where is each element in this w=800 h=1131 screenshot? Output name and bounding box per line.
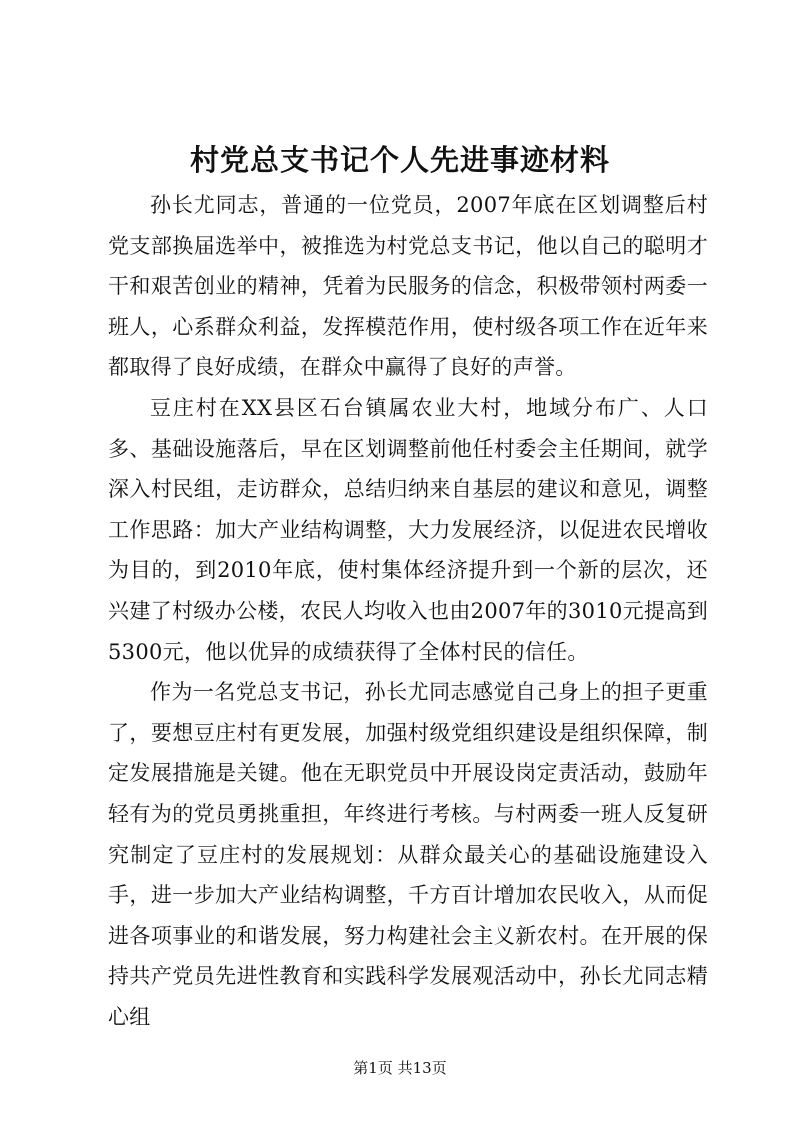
document-title: 村党总支书记个人先进事迹材料 [189, 143, 610, 177]
paragraph-2: 豆庄村在XX县区石台镇属农业大村，地域分布广、人口多、基础设施落后，早在区划调整前他任村委会主任期间，就学深入村民组，走访群众，总结归纳来自基层的建议和意见，调整工作思路：加大产业结构调整，大力发展经济，以促进农民增收为目的，到2010年底，使村集体经济提升到一个新的层次，还兴建了村级办公楼，农民人均收入也由2007年的3010元提高到5300元，他以优异的成绩获得了全体村民的信任。 [108, 395, 708, 664]
paragraph-1: 孙长尤同志，普通的一位党员，2007年底在区划调整后村党支部换届选举中，被推选为村党总支书记，他以自己的聪明才干和艰苦创业的精神，凭着为民服务的信念，积极带领村两委一班人，心系群众利益，发挥模范作用，使村级各项工作在近年来都取得了良好成绩，在群众中赢得了良好的声誉。 [108, 193, 708, 380]
page-footer: 第1页 共13页 [353, 1059, 447, 1077]
document-body [108, 185, 708, 1037]
paragraph-3: 作为一名党总支书记，孙长尤同志感觉自己身上的担子更重了，要想豆庄村有更发展，加强村级党组织建设是组织保障，制定发展措施是关键。他在无职党员中开展设岗定责活动，鼓励年轻有为的党员勇挑重担，年终进行考核。与村两委一班人反复研究制定了豆庄村的发展规划：从群众最关心的基础设施建设入手，进一步加大产业结构调整，千方百计增加农民收入，从而促进各项事业的和谐发展，努力构建社会主义新农村。在开展的保持共产党员先进性教育和实践科学发展观活动中，孙长尤同志精心组 [108, 680, 708, 1029]
